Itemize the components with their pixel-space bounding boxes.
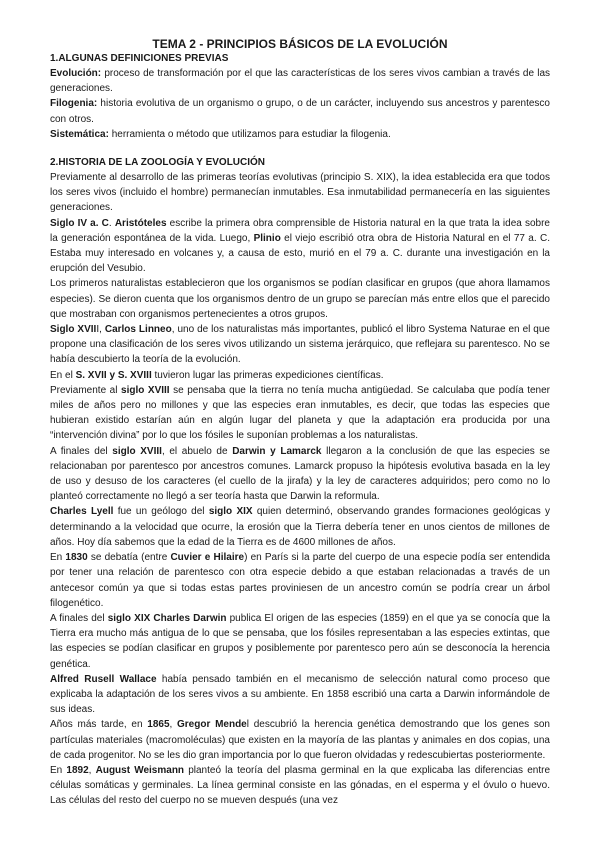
text: A finales del (50, 445, 113, 457)
bold-text: siglo XVIII (121, 384, 170, 396)
text: I, (96, 324, 105, 336)
text: publica El origen de las especies (1859) en el que ya se conocía que la Tierra era mucho más antigua de lo que se pensaba, que los fósiles representaban a las especies extintas, que las especies se podían clasificar en grupos y posiblemente por parentesco pero aún se desconocía la herencia genética. (50, 612, 550, 670)
paragraph-lamarck (50, 444, 550, 505)
paragraph-cuvier (50, 550, 550, 611)
text: se debatía (entre (87, 552, 171, 564)
bold-text: 1830 (65, 552, 88, 564)
bold-text: Plinio (253, 232, 281, 244)
text: , (88, 764, 96, 776)
bold-text: 1892 (66, 764, 89, 776)
definition-text: proceso de transformación por el que las características de los seres vivos cambian a través de las generaciones. (50, 68, 550, 95)
text: l descubrió la herencia genética demostrando que los genes son partículas materiales (macromoléculas) que existen en la mayoría de las plantas y animales en dos copias, una de cada progenitor. No se les dio gran importancia por lo que fueron olvidadas y redescubiertas posteriormente. (50, 719, 550, 761)
text: , (169, 719, 178, 731)
bold-text: August Weismann (95, 764, 185, 776)
term: Sistemática: (50, 128, 109, 140)
bold-text: siglo XIX Charles Darwin (107, 612, 227, 624)
definition-sistematica (50, 127, 550, 142)
text: planteó la teoría del plasma germinal en la que explicaba las diferencias entre células somáticas y germinales. La línea germinal consiste en las gónadas, en el esperma y el óvulo o huevo. Las células del resto del cuerpo no se mueven después (una vez (50, 764, 551, 807)
text: quien determinó, observando grandes formaciones geológicas y determinando a la velocidad que ocurre, la erosión que la Tierra debería tener en unos cientos de millones de años. Hoy día sabemos que la edad de la Tierra es de 4600 millones de años. (50, 506, 551, 548)
text: , el abuelo de (161, 445, 233, 457)
text: En (50, 552, 66, 564)
paragraph-wallace (50, 672, 550, 718)
definition-text: historia evolutiva de un organismo o grupo, o de un carácter, incluyendo sus ancestros y parentesco con otros. (50, 98, 550, 125)
bold-text: Cuvier e Hilaire (170, 552, 245, 564)
bold-text: Siglo IV a. C (50, 217, 109, 229)
paragraph-naturalistas: Los primeros naturalistas establecieron que los organismos se podían clasificar en grupos (que ahora llamamos especies). Se dieron cuenta que los organismos dentro de un grupo se parecían más entre ellos que el parecido que mostraban con organismos pertenecientes a otros grupos. (50, 278, 550, 320)
section-heading: 2.HISTORIA DE LA ZOOLOGÍA Y EVOLUCIÓN (50, 157, 266, 169)
text: escribe la primera obra comprensible de Historia natural en la que trata la idea sobre la generación espontánea de la vida. Luego, (50, 217, 550, 244)
bold-text: siglo XVIII (112, 445, 162, 457)
term: Filogenia: (50, 98, 98, 110)
text: En (50, 764, 67, 776)
text: Previamente al (50, 384, 122, 396)
spacer (50, 142, 550, 156)
bold-text: 1865 (147, 719, 170, 731)
text: En el (50, 369, 76, 381)
paragraph-mendel (50, 717, 550, 763)
bold-text: siglo XIX (208, 506, 253, 518)
text: , uno de los naturalistas más importantes, publicó el libro Systema Naturae en el que propone una clasificación de los seres vivos utilizando un sistema jerárquico, que reflejara su parentesco. No se había descubierto la teoría de la evolución. (50, 324, 550, 366)
paragraph-intro: Previamente al desarrollo de las primeras teorías evolutivas (principio S. XIX), la idea establecida era que todos los seres vivos (incluido el hombre) permanecían inmutables. Esa inmutabilidad permanecería en las siguientes generaciones. (50, 172, 550, 214)
text: el viejo escribió otra obra de Historia Natural en el 77 a. C. Estaba muy interesado en volcanes y, a causa de esto, murió en el 79 a. C. durante una investigación en la erupción del Vesubio. (50, 232, 550, 275)
bold-text: Siglo XVII (50, 324, 97, 336)
page-title: TEMA 2 - PRINCIPIOS BÁSICOS DE LA EVOLUCIÓN (152, 37, 448, 51)
section-heading: 1.ALGUNAS DEFINICIONES PREVIAS (50, 53, 229, 64)
paragraph-expediciones (50, 368, 550, 383)
term: Evolución: (50, 68, 102, 79)
text: llegaron a la conclusión de que las especies se relacionaban por parentesco por ancestros comunes. Lamarck propuso la hipótesis evolutiva basada en la ley de uso y desuso de los caracteres (el cuello de la jirafa) y la ley de caracteres adquiridos; pero como no lo planteó correctamente no llegó a ser teoría hasta que Darwin la reformula. (50, 445, 550, 503)
bold-text: Darwin y Lamarck (232, 445, 322, 457)
text: fue un geólogo del (113, 506, 209, 518)
bold-text: Carlos Linneo (104, 324, 172, 336)
definition-text: herramienta o método que utilizamos para estudiar la filogenia. (108, 128, 391, 140)
paragraph-linneo (50, 322, 550, 368)
text: . (108, 217, 115, 229)
paragraph-lyell (50, 504, 550, 550)
text: se pensaba que la tierra no tenía mucha antigüedad. Se calculaba que podía tener miles de años pero no millones y que las especies eran inmutables, es decir, que todas las especies que hubieran existido estarían aún en algún lugar del planeta y que la adaptación era producida por una “intervención divina” por lo que los fósiles le suponían problemas a los naturalistas. (50, 384, 550, 442)
text: había pensado también en el mecanismo de selección natural como proceso que explicaba la adaptación de los seres vivos a su ambiente. En 1858 escribió una carta a Darwin informándole de sus ideas. (50, 673, 551, 716)
paragraph-tierra (50, 383, 550, 444)
paragraph-aristoteles (50, 216, 550, 277)
definition-filogenia (50, 96, 550, 126)
text: ) en París si la parte del cuerpo de una especie podía ser entendida por tener una relación de parentesco con otra especie debido a que estaban relacionadas a través de un antecesor común ya que si todas estas partes proviniesen de un ancestro común se podría crear un árbol filogenético. (50, 552, 551, 609)
text: tuvieron lugar las primeras expediciones científicas. (151, 369, 384, 381)
paragraph-weismann (50, 763, 550, 809)
text: A finales del (50, 612, 108, 624)
definition-evolucion (50, 66, 550, 96)
paragraph-darwin (50, 611, 550, 672)
bold-text: Gregor Mende (177, 719, 247, 731)
bold-text: S. XVII y S. XVIII (75, 369, 152, 381)
bold-text: Charles Lyell (50, 506, 114, 518)
bold-text: Alfred Rusell Wallace (50, 673, 157, 685)
bold-text: Aristóteles (114, 217, 167, 229)
text: Años más tarde, en (50, 719, 148, 731)
